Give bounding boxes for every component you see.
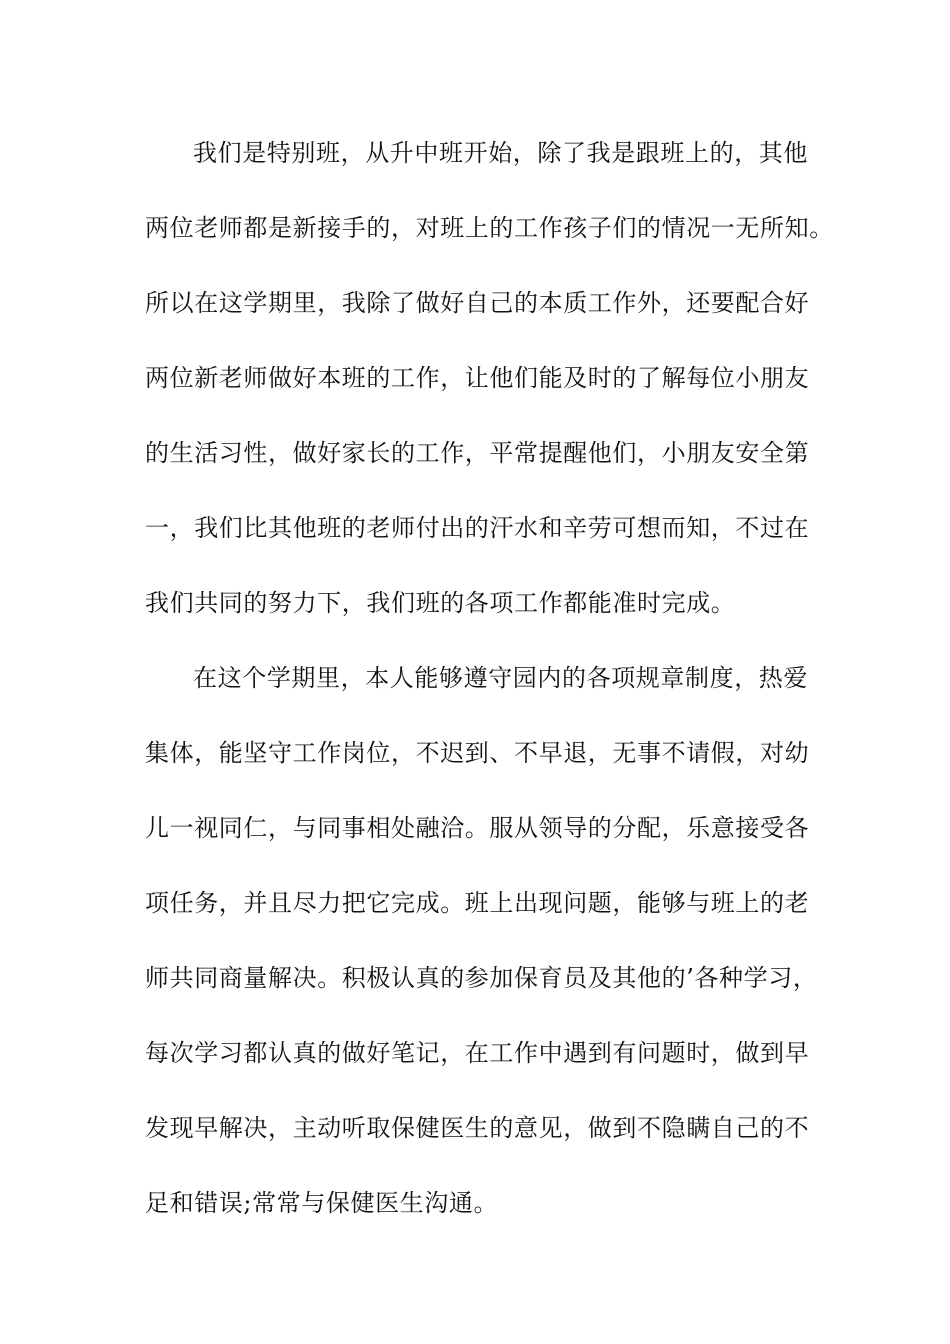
paragraph-1-line-7: 我们共同的努力下，我们班的各项工作都能准时完成。 <box>145 589 736 617</box>
paragraph-2-line-5: 师共同商量解决。积极认真的参加保育员及其他的’各种学习， <box>145 964 818 992</box>
paragraph-2-line-7: 发现早解决，主动听取保健医生的意见，做到不隐瞒自己的不 <box>145 1114 810 1142</box>
paragraph-1-line-4: 两位新老师做好本班的工作，让他们能及时的了解每位小朋友 <box>145 364 810 392</box>
paragraph-2-line-4: 项任务，并且尽力把它完成。班上出现问题，能够与班上的老 <box>145 889 810 917</box>
paragraph-1-line-5: 的生活习性，做好家长的工作，平常提醒他们，小朋友安全第 <box>145 439 810 467</box>
paragraph-2-line-8: 足和错误;常常与保健医生沟通。 <box>145 1189 499 1217</box>
paragraph-2-line-2: 集体，能坚守工作岗位，不迟到、不早退，无事不请假，对幼 <box>145 739 810 767</box>
paragraph-1-line-1: 我们是特别班，从升中班开始，除了我是跟班上的，其他 <box>193 139 808 167</box>
paragraph-2-line-3: 儿一视同仁，与同事相处融洽。服从领导的分配，乐意接受各 <box>145 814 810 842</box>
paragraph-1-line-2: 两位老师都是新接手的，对班上的工作孩子们的情况一无所知。 <box>145 214 834 242</box>
paragraph-1-line-6: 一，我们比其他班的老师付出的汗水和辛劳可想而知，不过在 <box>145 514 810 542</box>
paragraph-2-line-6: 每次学习都认真的做好笔记，在工作中遇到有问题时，做到早 <box>145 1039 810 1067</box>
paragraph-1-line-3: 所以在这学期里，我除了做好自己的本质工作外，还要配合好 <box>145 289 810 317</box>
paragraph-2-line-1: 在这个学期里，本人能够遵守园内的各项规章制度，热爱 <box>193 664 808 692</box>
